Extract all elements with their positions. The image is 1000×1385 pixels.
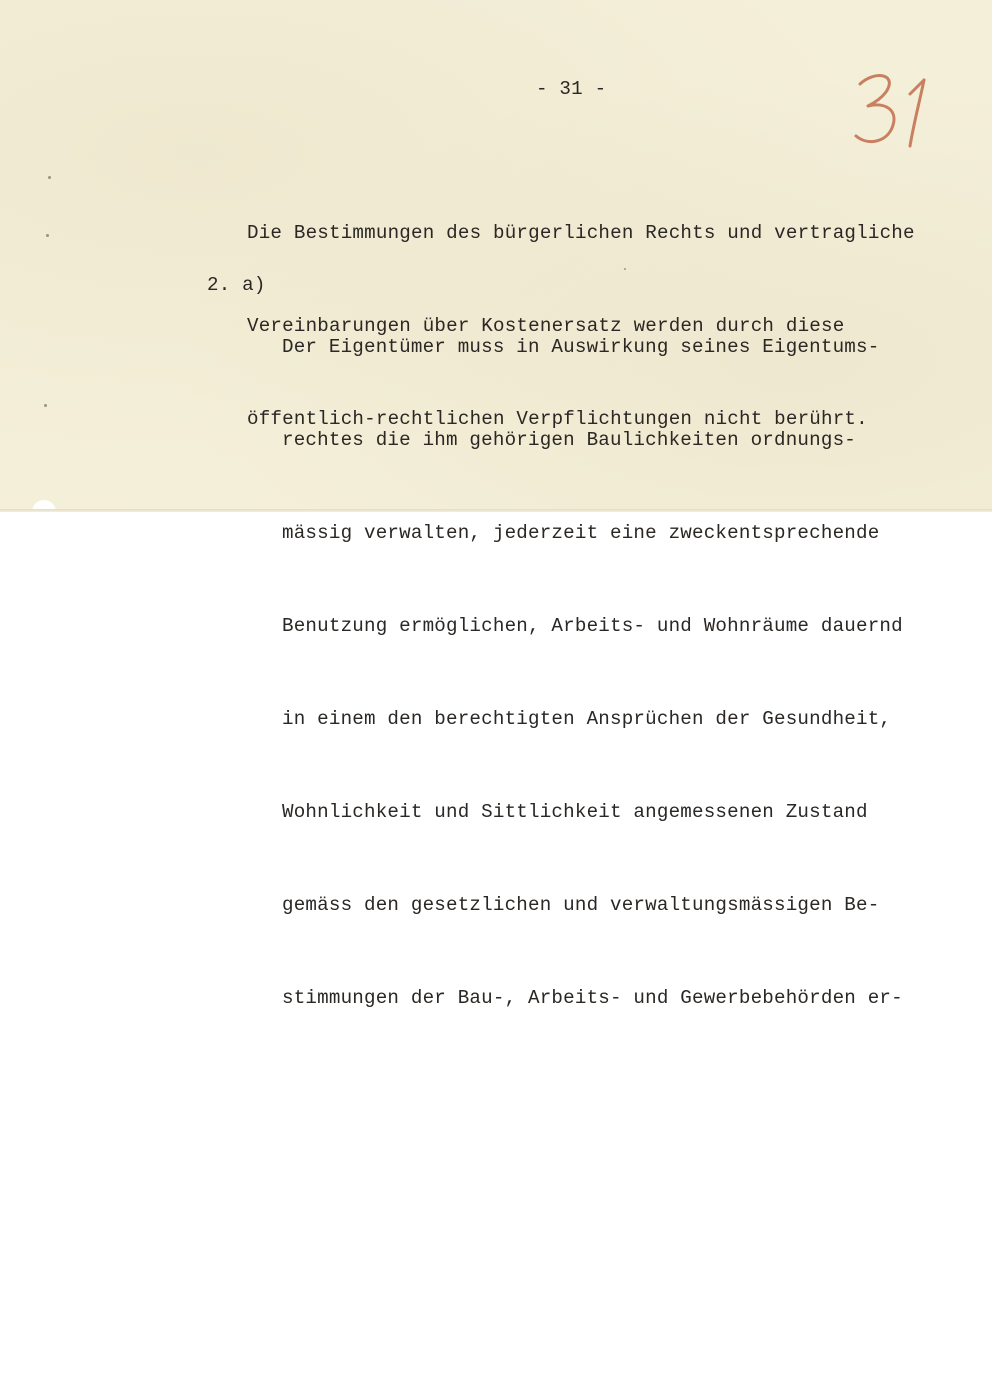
- paper-speck: [46, 234, 49, 237]
- paragraph-2-line: in einem den berechtigten Ansprüchen der Gesundheit,: [282, 708, 892, 730]
- paragraph-2-line: mässig verwalten, jederzeit eine zweckentsprechende: [282, 522, 880, 544]
- page-number: - 31 -: [536, 78, 607, 100]
- paper-speck: [48, 176, 51, 179]
- paragraph-2-line: Wohnlichkeit und Sittlichkeit angemessenen Zustand: [282, 801, 868, 823]
- punch-hole: [32, 500, 56, 524]
- paper-speck: [44, 404, 47, 407]
- paragraph-2-line: stimmungen der Bau-, Arbeits- und Gewerbebehörden er-: [282, 987, 903, 1009]
- handwritten-page-number: [850, 66, 950, 156]
- paragraph-1-line: Vereinbarungen über Kostenersatz werden durch diese: [247, 315, 845, 337]
- paragraph-1-line: Die Bestimmungen des bürgerlichen Rechts und vertragliche: [247, 222, 915, 244]
- paragraph-2-line: gemäss den gesetzlichen und verwaltungsmässigen Be-: [282, 894, 880, 916]
- paragraph-2: [282, 270, 903, 1076]
- paragraph-2-marker: 2. a): [207, 274, 266, 296]
- paragraph-2-line: Benutzung ermöglichen, Arbeits- und Wohnräume dauernd: [282, 615, 903, 637]
- paper-speck: [624, 268, 626, 270]
- paragraph-1-line: öffentlich-rechtlichen Verpflichtungen nicht berührt.: [247, 408, 868, 430]
- paragraph-2-line: rechtes die ihm gehörigen Baulichkeiten ordnungs-: [282, 429, 857, 451]
- paragraph-2-line: Der Eigentümer muss in Auswirkung seines Eigentums-: [282, 336, 880, 358]
